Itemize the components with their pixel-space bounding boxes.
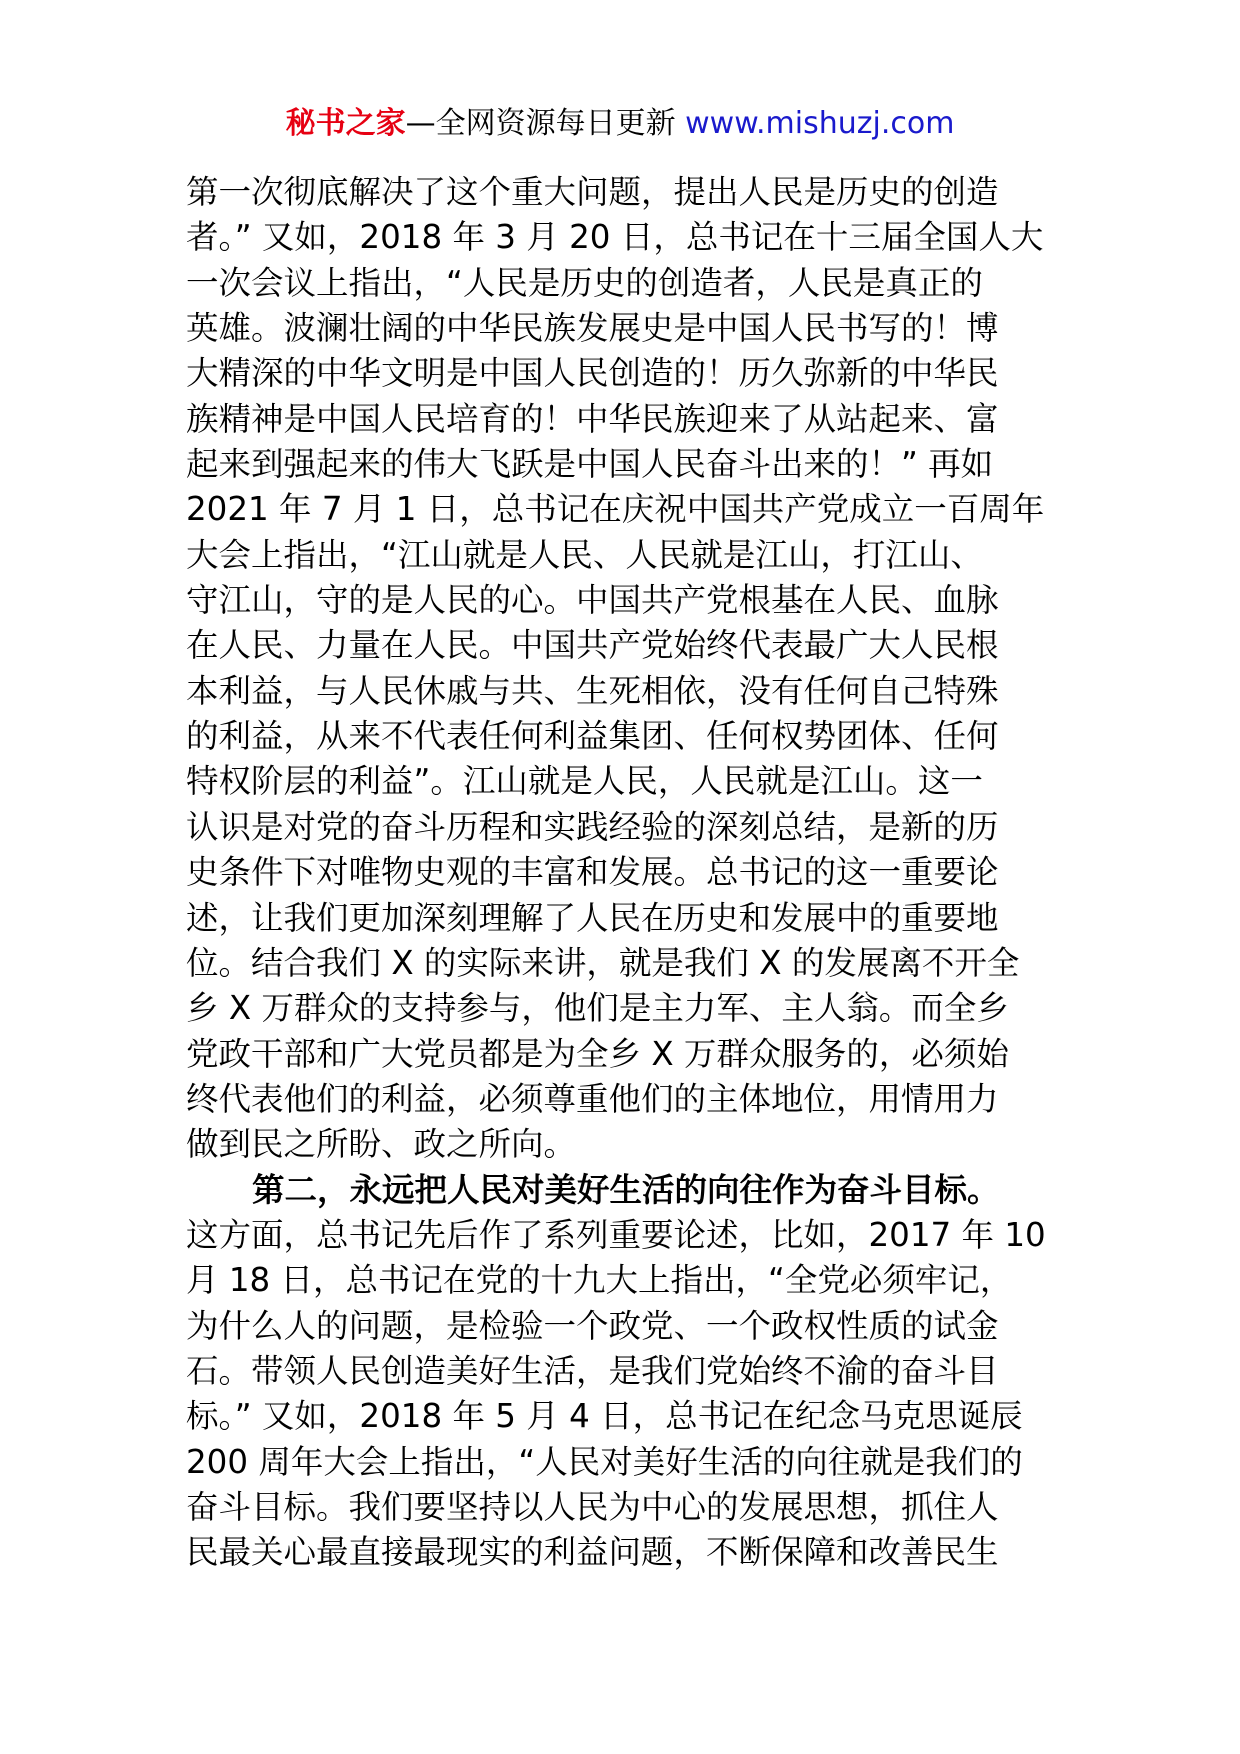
website-link[interactable]: www.mishuzj.com — [685, 106, 955, 141]
text-line: 民最关心最直接最现实的利益问题，不断保障和改善民生 — [186, 1533, 999, 1572]
text-line: 族精神是中国人民培育的！中华民族迎来了从站起来、富 — [186, 399, 999, 438]
page-header — [0, 104, 1240, 144]
text-line: 认识是对党的奋斗历程和实践经验的深刻总结，是新的历 — [186, 807, 999, 846]
text-line: 奋斗目标。我们要坚持以人民为中心的发展思想，抓住人 — [186, 1487, 999, 1526]
text-line: 大会上指出，“江山就是人民、人民就是江山，打江山、 — [186, 535, 983, 574]
text-line: 的利益，从来不代表任何利益集团、任何权势团体、任何 — [186, 717, 999, 756]
header-tagline: —全网资源每日更新 — [405, 106, 686, 141]
document-body — [186, 170, 1066, 1576]
text-line: 英雄。波澜壮阔的中华民族发展史是中国人民书写的！博 — [186, 309, 999, 348]
text-line: 本利益，与人民休戚与共、生死相依，没有任何自己特殊 — [186, 671, 999, 710]
section-heading: 第二，永远把人民对美好生活的向往作为奋斗目标。 — [252, 1170, 1000, 1209]
text-line: 在人民、力量在人民。中国共产党始终代表最广大人民根 — [186, 626, 999, 665]
text-line: 乡 X 万群众的支持参与，他们是主力军、主人翁。而全乡 — [186, 989, 1009, 1028]
text-line: 这方面，总书记先后作了系列重要论述，比如，2017 年 10 — [186, 1215, 1046, 1254]
text-line: 标。” 又如，2018 年 5 月 4 日，总书记在纪念马克思诞辰 — [186, 1397, 1023, 1436]
text-line: 大精深的中华文明是中国人民创造的！历久弥新的中华民 — [186, 354, 999, 393]
text-line: 为什么人的问题，是检验一个政党、一个政权性质的试金 — [186, 1306, 999, 1345]
text-line: 特权阶层的利益”。江山就是人民，人民就是江山。这一 — [186, 762, 983, 801]
text-line: 守江山，守的是人民的心。中国共产党根基在人民、血脉 — [186, 581, 999, 620]
text-line: 史条件下对唯物史观的丰富和发展。总书记的这一重要论 — [186, 853, 999, 892]
brand-name: 秘书之家 — [285, 106, 406, 141]
text-line: 位。结合我们 X 的实际来讲，就是我们 X 的发展离不开全 — [186, 943, 1020, 982]
text-line: 石。带领人民创造美好生活，是我们党始终不渝的奋斗目 — [186, 1351, 999, 1390]
text-line: 2021 年 7 月 1 日，总书记在庆祝中国共产党成立一百周年 — [186, 490, 1045, 529]
text-line: 200 周年大会上指出，“人民对美好生活的向往就是我们的 — [186, 1442, 1023, 1481]
text-line: 党政干部和广大党员都是为全乡 X 万群众服务的，必须始 — [186, 1034, 1009, 1073]
text-line: 起来到强起来的伟大飞跃是中国人民奋斗出来的！” 再如 — [186, 445, 994, 484]
text-line: 做到民之所盼、政之所向。 — [186, 1125, 577, 1164]
text-line: 述，让我们更加深刻理解了人民在历史和发展中的重要地 — [186, 898, 999, 937]
text-line: 终代表他们的利益，必须尊重他们的主体地位，用情用力 — [186, 1079, 999, 1118]
text-line: 月 18 日，总书记在党的十九大上指出，“全党必须牢记， — [186, 1261, 1013, 1300]
text-line: 者。” 又如，2018 年 3 月 20 日，总书记在十三届全国人大 — [186, 218, 1044, 257]
text-line: 第一次彻底解决了这个重大问题，提出人民是历史的创造 — [186, 173, 999, 211]
text-line: 一次会议上指出，“人民是历史的创造者，人民是真正的 — [186, 263, 983, 302]
